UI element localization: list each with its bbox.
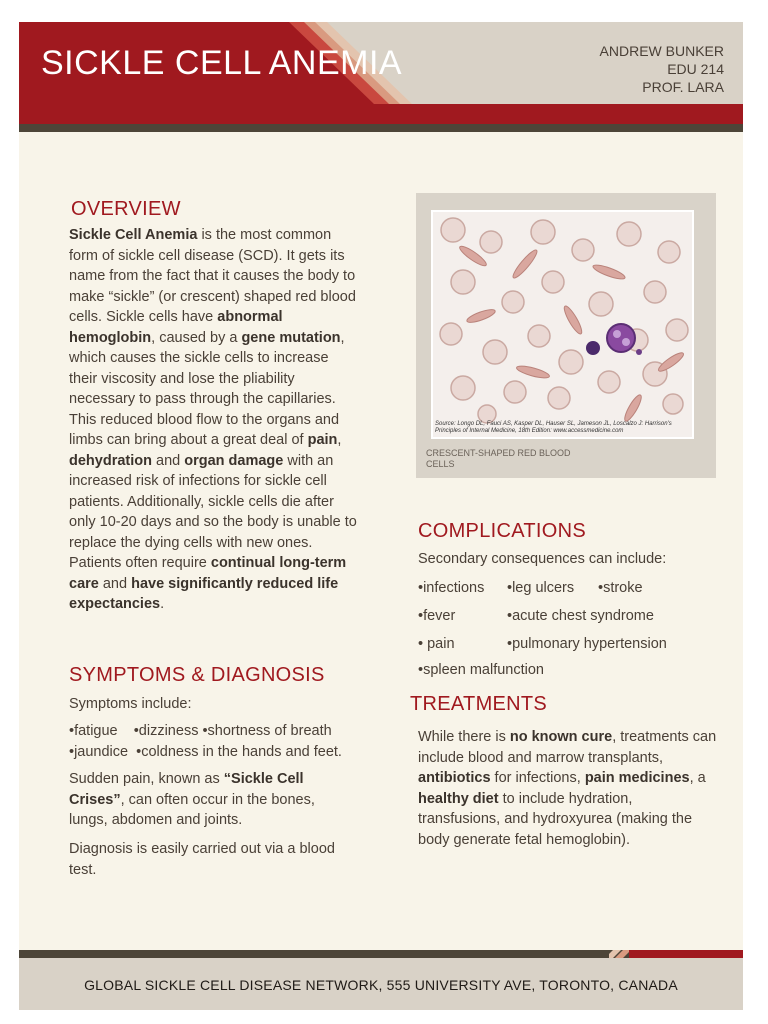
figure-frame xyxy=(416,193,716,478)
footer-panel xyxy=(19,958,743,1010)
author-block xyxy=(600,42,724,96)
figure-source: Source: Longo DL, Fauci AS, Kasper DL, Hauser SL, Jameson JL, Loscalzo J: Harrison's Principles of Internal Medicine, 18th Edition: www.accessmedicine.com xyxy=(435,421,672,434)
complication-item: •stroke xyxy=(598,580,643,596)
symptoms-list-line: •jaundice •coldness in the hands and feet. xyxy=(69,744,342,760)
complication-item: •spleen malfunction xyxy=(418,662,544,678)
text-run: , which causes the sickle cells to increase their viscosity and lose the pliability necessary to pass through the capillaries. This reduced blood flow to the organs and limbs can bring about a great deal of xyxy=(69,329,345,448)
bold-term: dehydration xyxy=(69,452,152,469)
text-run: is the most common form of sickle cell disease (SCD). It gets its name from the fact that it causes the body to make “sickle” (or crescent) shaped red blood cells. Sickle cells have xyxy=(69,227,356,325)
text-run: , can often occur in the bones, lungs, abdomen and joints. xyxy=(69,791,315,828)
bold-term: gene mutation xyxy=(241,329,341,346)
text-run: to include hydration, transfusions, and hydroxyurea (making the body generate fetal hemoglobin). xyxy=(418,790,693,848)
text-run: While there is xyxy=(418,729,510,745)
author-name: ANDREW BUNKER xyxy=(599,43,724,59)
bold-term: Sickle Cell Anemia xyxy=(69,227,198,243)
complications-intro: Secondary consequences can include: xyxy=(418,551,667,567)
complication-item: •leg ulcers xyxy=(507,580,575,596)
bold-term: organ damage xyxy=(184,452,284,469)
bold-term: have significantly reduced life expectancies xyxy=(69,575,339,612)
overview-text xyxy=(69,225,359,615)
overview-heading: OVERVIEW xyxy=(71,198,181,220)
treatments-heading: TREATMENTS xyxy=(410,693,548,715)
complication-item: •pulmonary hypertension xyxy=(507,636,667,652)
text-run: . xyxy=(160,596,165,612)
complications-heading: COMPLICATIONS xyxy=(418,520,586,542)
text-run: , treatments can include blood and marrow transplants, xyxy=(418,729,717,766)
blood-smear-image xyxy=(431,210,694,439)
bold-term: antibiotics xyxy=(418,770,491,786)
symptoms-list-line: •fatigue •dizziness •shortness of breath xyxy=(69,723,332,739)
bold-term: “Sickle Cell Crises” xyxy=(69,771,304,808)
professor-name: PROF. LARA xyxy=(642,79,724,95)
blood-smear-illustration xyxy=(433,212,692,437)
text-run: and xyxy=(151,452,185,469)
bold-term: pain medicines xyxy=(584,770,690,786)
diagnosis-paragraph: Diagnosis is easily carried out via a blood test. xyxy=(69,841,335,878)
complication-item: •fever xyxy=(418,608,456,624)
footer-accent-stripes xyxy=(609,950,743,958)
page-title: SICKLE CELL ANEMIA xyxy=(41,44,403,82)
bold-term: no known cure xyxy=(509,729,613,745)
header-banner xyxy=(19,22,743,104)
course-code: EDU 214 xyxy=(667,61,724,77)
treatments-text xyxy=(418,727,718,850)
footer-stripe xyxy=(629,950,743,958)
text-run: , a xyxy=(689,770,706,786)
text-run: with an increased risk of infections for sickle cell patients. Additionally, sickle cells die after only 10-20 days and so the body is unable to replace the dying cells with new ones. Patients often require xyxy=(69,452,357,571)
bold-term: healthy diet xyxy=(418,790,499,807)
text-run: for infections, xyxy=(490,770,585,786)
complication-item: •acute chest syndrome xyxy=(507,608,654,624)
text-run: , xyxy=(337,432,342,448)
header-accent-bar xyxy=(19,104,743,124)
symptoms-heading: SYMPTOMS & DIAGNOSIS xyxy=(69,664,325,686)
bold-term: continual long-term care xyxy=(69,555,347,592)
symptoms-intro: Symptoms include: xyxy=(69,696,192,712)
figure-caption: CRESCENT-SHAPED RED BLOOD CELLS xyxy=(426,448,571,469)
complication-item: • pain xyxy=(418,636,455,652)
text-run: Sudden pain, known as xyxy=(69,771,224,787)
crises-paragraph xyxy=(69,769,354,831)
footer-address: GLOBAL SICKLE CELL DISEASE NETWORK, 555 UNIVERSITY AVE, TORONTO, CANADA xyxy=(84,977,678,993)
brochure-page xyxy=(19,22,743,1010)
header-dark-bar xyxy=(19,124,743,132)
bold-term: abnormal hemoglobin xyxy=(69,309,283,346)
bold-term: pain xyxy=(307,432,338,448)
complication-clip xyxy=(418,662,708,678)
complication-item: •infections xyxy=(418,580,485,596)
text-run: , caused by a xyxy=(151,329,242,346)
text-run: and xyxy=(98,575,132,592)
